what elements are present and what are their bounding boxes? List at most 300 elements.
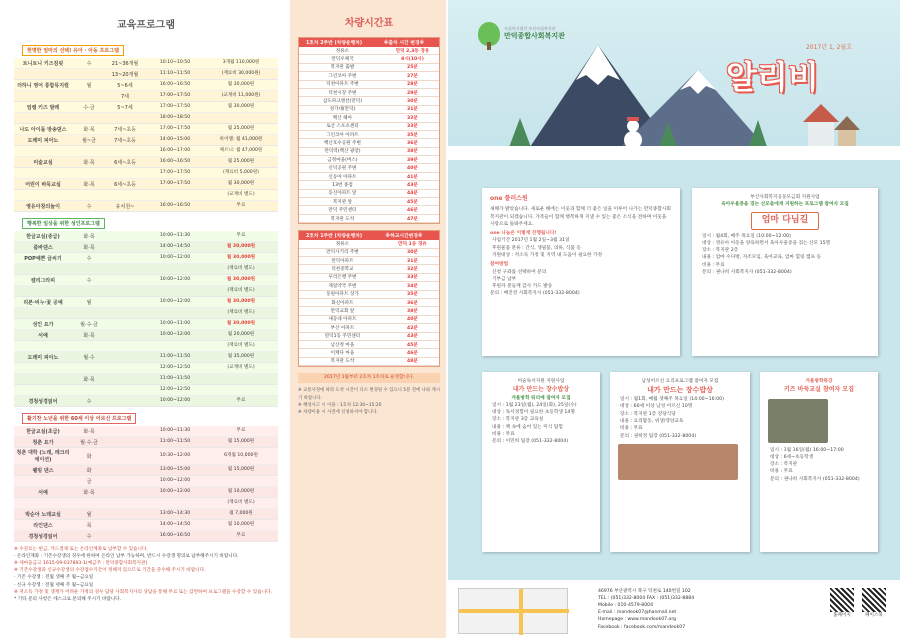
stop-time: 36분 bbox=[407, 300, 418, 306]
table-cell: 도레미 피아노 bbox=[27, 354, 59, 361]
reading-card-headline: 내가 만드는 장수밥상 bbox=[512, 386, 570, 394]
table-cell: 11:00~11:50 bbox=[159, 439, 191, 445]
table-cell: 화·목 bbox=[83, 126, 95, 133]
stop-name: 그린코아 아파트 bbox=[326, 132, 359, 138]
house-2 bbox=[838, 128, 856, 146]
table-cell: 10:00~11:30 bbox=[159, 428, 191, 434]
table-cell: 화·목 bbox=[83, 244, 95, 251]
table-cell: 수 bbox=[86, 533, 92, 540]
table-cell: 월 20,000원 bbox=[227, 332, 255, 338]
table-cell: 7세 bbox=[120, 93, 129, 100]
mobile: Mobile : 010-4579-8004 bbox=[598, 603, 654, 609]
table-row bbox=[14, 275, 278, 286]
table-row bbox=[14, 264, 278, 275]
table-cell bbox=[14, 480, 72, 482]
stop-name: 삼도파크맨션(만덕) bbox=[322, 99, 362, 105]
stop-time: 45분 bbox=[407, 342, 418, 348]
stop-row bbox=[299, 341, 439, 349]
stop-row bbox=[299, 299, 439, 307]
table-cell: 14:00~14:50 bbox=[159, 244, 191, 250]
phone: TEL : (051)332-8004 FAX : (051)332-8884 bbox=[598, 596, 695, 602]
homepage-link[interactable]: Homepage : www.mandeok07.org bbox=[598, 617, 677, 623]
bus-route-header bbox=[299, 231, 439, 240]
stop-row bbox=[299, 106, 439, 114]
info-item: 대상 : 6세~초등학생 bbox=[770, 454, 814, 460]
table-cell: 16:00~16:50 bbox=[159, 159, 191, 165]
stop-row bbox=[299, 215, 439, 223]
winter-landscape bbox=[448, 0, 900, 160]
mom-card-lead: 육아우울증을 겪는 산모들에게 지원하는 프로그램 참여자 모집 bbox=[721, 202, 849, 208]
table-cell: (교재비 11,000원) bbox=[221, 93, 261, 99]
table-cell: 목 bbox=[86, 522, 92, 529]
table-cell: 11:00~11:50 bbox=[159, 376, 191, 382]
stop-time: 31분 bbox=[407, 107, 418, 113]
table-cell: 월 7,000원 bbox=[229, 511, 253, 517]
table-row bbox=[14, 297, 278, 308]
stop-name: 이케다 마을 bbox=[330, 350, 355, 356]
homepage-qr-icon[interactable] bbox=[830, 588, 854, 612]
table-cell bbox=[14, 378, 72, 380]
note-line: ※ 저소득 가정 및 생계가 어려운 가정의 경우 담당 사회복지사의 상담을 통해 무료 또는 감면하여 프로그램을 수강할 수 있습니다. bbox=[14, 589, 272, 595]
info-item: 장소 : 복지관 3층 교육실 bbox=[492, 417, 544, 423]
stop-name: 남산정 마을 bbox=[330, 342, 355, 348]
baduk-card-headline: 키즈 바둑교실 참여자 모집 bbox=[783, 386, 855, 394]
table-cell: (교재비 별도) bbox=[227, 192, 255, 198]
subheader-row bbox=[299, 47, 439, 55]
table-cell: 17:00~17:50 bbox=[159, 126, 191, 132]
table-row bbox=[14, 253, 278, 264]
stop-row bbox=[299, 55, 439, 63]
info-item: 대상 : 독서경험이 필요한 초등학생 14명 bbox=[492, 410, 575, 416]
stop-row bbox=[299, 114, 439, 122]
stop-time: 27분 bbox=[407, 73, 418, 79]
program-section bbox=[14, 216, 278, 407]
info-item: 후원자 분들께 감사 카드 발송 bbox=[492, 284, 553, 290]
bus-route-header bbox=[299, 38, 439, 47]
table-cell: (재료비 별도) bbox=[227, 266, 255, 272]
facebook-link[interactable]: Facebook : facebook.com/mandeok07 bbox=[598, 624, 686, 630]
reading-card-title: 미술독서지원 지원사업 bbox=[517, 379, 565, 384]
section-header: 활기찬 노년을 위한 60세 이상 어르신 프로그램 bbox=[22, 413, 136, 424]
table-cell: 17:00~17:50 bbox=[159, 93, 191, 99]
table-row bbox=[14, 91, 278, 102]
note-line: * 기타 문의 사항은 데스크로 문의해 주시기 바랍니다. bbox=[14, 596, 122, 602]
bus-schedule-panel bbox=[290, 0, 446, 638]
table-row bbox=[14, 124, 278, 135]
stop-time: 34분 bbox=[407, 283, 418, 289]
stop-name: 복지관 출발 bbox=[330, 65, 355, 71]
stop-row bbox=[299, 173, 439, 181]
table-cell: 10:00~12:00 bbox=[159, 478, 191, 484]
table-cell bbox=[14, 389, 72, 391]
stop-name: 만덕 주민센터 bbox=[328, 208, 357, 214]
table-cell: 16:00~16:50 bbox=[159, 203, 191, 209]
stop-row bbox=[299, 282, 439, 290]
stop-time: 32분 bbox=[407, 115, 418, 121]
table-row bbox=[14, 190, 278, 201]
footnote: ※ 차량이용 시 사전에 신청하셔야 합니다. bbox=[298, 409, 378, 415]
stop-name: 금정마을(버스) bbox=[327, 157, 358, 163]
stop-row bbox=[299, 89, 439, 97]
stop-time: 30분 bbox=[407, 99, 418, 105]
house-2-roof bbox=[834, 116, 860, 130]
issue-date: 2017년 1, 2월호 bbox=[805, 44, 852, 51]
info-item: 대상 : 60세 이상 남성 어르신 10명 bbox=[620, 404, 693, 410]
table-cell: 7세~초등 bbox=[114, 126, 136, 133]
table-cell: 체르니: 월 47,000원 bbox=[219, 148, 263, 154]
stop-row bbox=[299, 274, 439, 282]
table-cell: 라인댄스 bbox=[33, 522, 53, 529]
table-cell: 줌바댄스 bbox=[33, 244, 53, 251]
table-cell: 서예 bbox=[38, 332, 48, 339]
table-cell: 수 bbox=[86, 203, 92, 210]
table-cell: 13~20개월 bbox=[111, 71, 139, 78]
stop-name: 동신아파트 앞 bbox=[328, 191, 357, 197]
note-line: · 기존 수강생 : 전월 셋째 주 월~금요일 bbox=[14, 575, 94, 581]
stop-time: 46분 bbox=[407, 350, 418, 356]
stop-name: 화신아파트 bbox=[331, 300, 354, 306]
table-cell: 도레미 피아노 bbox=[27, 137, 59, 144]
stop-name: 만덕교회 앞 bbox=[330, 309, 355, 315]
table-cell: 16:00~16:50 bbox=[159, 82, 191, 88]
table-cell: 박순아 노래교실 bbox=[25, 511, 61, 518]
header-cell: 2호차 1주반 (차량운행차) bbox=[305, 234, 363, 240]
one-plus-body: 새해가 밝았습니다. 새로운 해에는 이웃과 함께 더 좋은 일을 이루어 나가는 만덕종합사회복지관이 되겠습니다. 가족들이 함께 행복하게 지낼 수 있는 좋은 소식을 전하며 이웃을 사랑으로 돌봐주세요. bbox=[490, 207, 671, 227]
table-cell: 월 30,000원 bbox=[227, 104, 255, 110]
stop-time: 39분 bbox=[407, 157, 418, 163]
program-section bbox=[14, 43, 278, 212]
info-item: 기부금 납부 bbox=[492, 276, 517, 282]
payment-notes bbox=[14, 546, 278, 603]
info-item: 일시 : 월4회, 매주 목요일 (10:00~12:00) bbox=[702, 233, 791, 239]
table-row bbox=[14, 487, 278, 498]
table-row bbox=[14, 135, 278, 146]
table-cell: (재료비 별도) bbox=[227, 500, 255, 506]
info-item: 비용 : 무료 bbox=[492, 431, 515, 437]
email: E-mail : mandeok07@hanmail.net bbox=[598, 610, 677, 616]
stop-row bbox=[299, 72, 439, 80]
table-row bbox=[14, 374, 278, 385]
table-cell: 화·목 bbox=[83, 332, 95, 339]
table-row bbox=[14, 168, 278, 179]
stop-time: 41분 bbox=[407, 174, 418, 180]
stop-row bbox=[299, 123, 439, 131]
table-cell: 월 30,000원 bbox=[227, 82, 255, 88]
table-cell: 무료 bbox=[236, 398, 246, 404]
stop-name: 만덕우체국 bbox=[331, 57, 354, 63]
table-cell bbox=[14, 290, 72, 292]
table-cell: 10:00~11:00 bbox=[159, 321, 191, 327]
qr-label-2: 페이스북 bbox=[865, 613, 883, 618]
table-cell: 화·목 bbox=[83, 181, 95, 188]
table-row bbox=[14, 341, 278, 352]
info-item: 장소 : 복지관 2층 bbox=[702, 248, 739, 254]
stop-time: 31분 bbox=[407, 258, 418, 264]
winter-hero bbox=[448, 0, 900, 160]
table-row bbox=[14, 385, 278, 396]
program-section bbox=[14, 411, 278, 542]
table-cell: 월 10,000원 bbox=[227, 522, 255, 528]
stop-name: 새동네 아파트 bbox=[328, 317, 357, 323]
facebook-qr-icon[interactable] bbox=[862, 588, 886, 612]
table-row bbox=[14, 146, 278, 157]
stop-time: 35분 bbox=[407, 132, 418, 138]
stop-row bbox=[299, 156, 439, 164]
stop-row bbox=[299, 139, 439, 147]
table-row bbox=[14, 465, 278, 476]
stop-time: 48분 bbox=[407, 359, 418, 365]
table-row bbox=[14, 448, 278, 465]
table-cell: (재료비 별도) bbox=[227, 343, 255, 349]
info-item: 내용 : 책 속에 숨어 있는 미식 탐험 bbox=[492, 424, 563, 430]
cooking-card-headline: 내가 만드는 장수밥상 bbox=[647, 386, 713, 395]
table-row bbox=[14, 80, 278, 91]
info-item: 신청 구좌를 선택하여 문의 bbox=[492, 269, 547, 275]
address: 46976 부산광역시 북구 덕천로 140번길 102 bbox=[598, 589, 691, 594]
education-title: 교육프로그램 bbox=[117, 20, 175, 31]
mom-card-title: 부산사회복지공동모금회 지원사업 bbox=[750, 195, 820, 200]
info-item: 비용 : 무료 bbox=[702, 262, 725, 268]
stop-row bbox=[299, 81, 439, 89]
stop-row bbox=[299, 97, 439, 105]
stop-time: 30분 bbox=[407, 250, 418, 256]
stop-row bbox=[299, 198, 439, 206]
table-cell: 캘리그라피 bbox=[30, 277, 56, 284]
table-cell: 화·목 bbox=[83, 428, 95, 435]
table-row bbox=[14, 113, 278, 124]
info-item: 내용 : 요리활동, 위생/영양교육 bbox=[620, 418, 684, 424]
tree-1 bbox=[508, 118, 532, 150]
table-cell: 엄쌤 키즈 발레 bbox=[26, 104, 60, 111]
table-cell: 미술교실 bbox=[33, 159, 53, 166]
table-cell: 월 30,000원 bbox=[226, 244, 256, 250]
table-cell: 화·목 bbox=[83, 376, 95, 383]
table-cell: (교재비 별도) bbox=[227, 365, 255, 371]
stop-row bbox=[299, 324, 439, 332]
info-item: 문의 : 이민희 팀장 (051-332-8004) bbox=[492, 439, 569, 445]
snow-ground bbox=[448, 146, 900, 160]
table-cell: 화·목 bbox=[83, 233, 95, 240]
stop-name: 복지관 도착 bbox=[330, 359, 355, 365]
table-cell: 성인 요가 bbox=[32, 321, 54, 328]
table-row bbox=[14, 102, 278, 113]
table-cell bbox=[14, 502, 72, 504]
stop-time: 38분 bbox=[407, 309, 418, 315]
map-road bbox=[459, 609, 569, 613]
logo-text: 만덕종합사회복지관 bbox=[504, 32, 565, 41]
stop-row bbox=[299, 190, 439, 198]
table-cell: 리본·비누·꽃 공예 bbox=[23, 299, 63, 306]
table-cell: 월 10,000원 bbox=[227, 489, 255, 495]
note-line: · 온라인계좌 : 기존수강생의 경우에 한하여 온라인 납부 가능하며, 반드시 수강생 명의로 납부해주시기 바랍니다. bbox=[14, 554, 239, 560]
table-cell: 6개월 10,000원 bbox=[224, 453, 258, 459]
bus-notice: 2017년 1월부터 2호차 1호차로 운영합니다. bbox=[298, 373, 440, 383]
table-cell: 영유아창의놀이 bbox=[26, 203, 60, 210]
stop-name: 로산 스포츠센터 bbox=[326, 124, 359, 130]
table-cell: 월 bbox=[86, 299, 92, 306]
info-item: 일시 : 1월 16일(월) 16:00~17:00 bbox=[770, 447, 844, 453]
table-row bbox=[14, 498, 278, 509]
table-row bbox=[14, 319, 278, 330]
info-item: 사업기간 2017년 1월 2일~3월 31일 bbox=[492, 238, 570, 244]
info-item: 문의 : 권나희 사회복지사 (051-332-8004) bbox=[702, 269, 792, 275]
stop-name: 제일약국 주변 bbox=[328, 283, 357, 289]
table-cell: 수 bbox=[86, 277, 92, 284]
table-cell: 청춘 대학 (노래, 레크리에이션) bbox=[16, 450, 70, 463]
footnote: ※ 교통사정에 따라 도착 시간이 다소 변경될 수 있으니 5분 전에 나와 계시기 바랍니다. bbox=[298, 388, 440, 401]
baduk-photo bbox=[768, 399, 828, 443]
newsletter-panel bbox=[448, 0, 900, 638]
table-cell bbox=[14, 345, 72, 347]
stop-row bbox=[299, 358, 439, 366]
table-cell: 10:00~11:30 bbox=[159, 233, 191, 239]
stop-name: 우리은행 주변 bbox=[328, 275, 357, 281]
subheader-row bbox=[299, 240, 439, 248]
newsletter-title: 알리비 bbox=[726, 58, 819, 96]
table-cell: 10:10~10:50 bbox=[159, 60, 191, 66]
table-cell: 17:00~17:50 bbox=[159, 181, 191, 187]
section-header: 현명한 엄마의 선택! 유아 · 아동 프로그램 bbox=[22, 45, 124, 56]
table-cell: 무료 bbox=[236, 428, 246, 434]
logo-subtitle: 사회복지법인 부산사회복지관 bbox=[504, 26, 556, 32]
info-item: 장소 : 복지관 1층 강당식당 bbox=[620, 411, 676, 417]
table-cell: 12:00~12:50 bbox=[159, 365, 191, 371]
table-cell: 18:00~18:50 bbox=[159, 115, 191, 121]
stop-time: 29분 bbox=[407, 90, 418, 96]
table-row bbox=[14, 437, 278, 448]
house bbox=[808, 120, 834, 146]
one-plus-card bbox=[482, 188, 680, 356]
table-cell: 월 25,000원 bbox=[227, 126, 255, 132]
stop-row bbox=[299, 265, 439, 273]
subheader-cell: 정류소 bbox=[335, 241, 350, 247]
info-item: 후원물품 분류 : 간식, 생필품, 의류, 식품 등 bbox=[492, 245, 581, 251]
table-cell: 3개월 110,000원 bbox=[222, 60, 260, 66]
table-cell bbox=[14, 172, 72, 174]
table-cell: 월 30,000원 bbox=[226, 277, 256, 283]
table-cell: 한글교실(초급) bbox=[26, 428, 60, 435]
contact-footer bbox=[448, 580, 900, 638]
info-item: 비용 : 무료 bbox=[620, 426, 643, 432]
subheader-cell: 정류소 bbox=[335, 48, 350, 54]
stop-time: 28분 bbox=[407, 82, 418, 88]
stop-name: 신동아 아파트 bbox=[328, 174, 357, 180]
table-cell: 더하니 영어 통합뮤지컬 bbox=[17, 82, 69, 89]
stop-time: 38분 bbox=[407, 149, 418, 155]
table-row bbox=[14, 286, 278, 297]
table-cell: 14:00~15:00 bbox=[159, 137, 191, 143]
stop-name: 만덕아파트 bbox=[331, 258, 354, 264]
table-row bbox=[14, 363, 278, 374]
table-cell: 월 25,000원 bbox=[227, 159, 255, 165]
table-cell: 11:00~11:50 bbox=[159, 354, 191, 360]
header-cell: ※하교시간변경※ bbox=[385, 234, 423, 240]
table-cell: 수 bbox=[86, 398, 92, 405]
table-cell: 13:00~14:30 bbox=[159, 511, 191, 517]
stop-row bbox=[299, 148, 439, 156]
stop-row bbox=[299, 206, 439, 214]
footnote: ※ 혜성사고 시 이용 : 1호차 12:30~15:20 bbox=[298, 402, 382, 408]
table-cell bbox=[14, 268, 72, 270]
snowman-head bbox=[627, 120, 639, 132]
table-cell: 6세~초등 bbox=[114, 159, 136, 166]
table-row bbox=[14, 330, 278, 341]
info-item: 문의 : 권나희 사회복지사 (051-332-8004) bbox=[770, 476, 860, 482]
table-cell: 10:00~12:00 bbox=[159, 277, 191, 283]
table-cell: 7세~초등 bbox=[114, 137, 136, 144]
table-cell: 경청성경읽어 bbox=[28, 398, 58, 405]
stop-name: 복지관 도착 bbox=[330, 216, 355, 222]
table-cell: 월 30,000원 bbox=[227, 181, 255, 187]
stop-name: 신덕공원 주변 bbox=[328, 166, 357, 172]
table-cell: 5~6세 bbox=[117, 82, 133, 89]
table-cell: POP예쁜 글씨기 bbox=[24, 255, 62, 262]
stop-name: 만덕역(백산 광장) bbox=[324, 149, 361, 155]
one-plus-sub: one 나눔은 이렇게 진행됩니다! bbox=[490, 231, 557, 237]
table-cell: 어린이 바둑교실 bbox=[25, 181, 61, 188]
table-cell: 수·금 bbox=[83, 104, 95, 111]
snowman-hat bbox=[627, 117, 639, 121]
table-row bbox=[14, 531, 278, 542]
table-row bbox=[14, 179, 278, 190]
stop-time: 43분 bbox=[407, 182, 418, 188]
table-cell: 유치원~ bbox=[115, 203, 135, 210]
table-cell: 월·수 bbox=[83, 354, 95, 361]
stop-name: 그린코아 주변 bbox=[328, 73, 357, 79]
mom-program-card bbox=[692, 188, 878, 356]
stop-row bbox=[299, 181, 439, 189]
stop-time: 43분 bbox=[407, 334, 418, 340]
stop-row bbox=[299, 64, 439, 72]
table-cell: 10:00~12:00 bbox=[159, 332, 191, 338]
one-plus-title: one 플러스원 bbox=[490, 195, 528, 202]
table-cell: 10:00~12:00 bbox=[159, 299, 191, 305]
baduk-program-card bbox=[760, 372, 878, 552]
table-cell: 17:00~17:50 bbox=[159, 170, 191, 176]
cooking-program-card bbox=[610, 372, 750, 552]
table-cell: 17:00~17:50 bbox=[159, 104, 191, 110]
table-cell: 12:00~12:50 bbox=[159, 387, 191, 393]
table-cell: 나도 아이돌 방송댄스 bbox=[19, 126, 67, 133]
header-cell: 1호차 2주반 (차량운행차) bbox=[305, 41, 363, 46]
stop-name: 덕천중학교 bbox=[331, 267, 354, 273]
table-row bbox=[14, 308, 278, 319]
table-cell: 11:10~11:50 bbox=[159, 71, 191, 77]
table-cell: 16:00~16:50 bbox=[159, 533, 191, 539]
info-item: 대상 : 영유아 아동을 양육하면서 육아우울증을 겪는 산모 15명 bbox=[702, 240, 831, 246]
mom-program-name: 엄마 다님길 bbox=[751, 212, 820, 230]
table-cell: 경청성경읽어 bbox=[28, 533, 58, 540]
stop-time: 40분 bbox=[407, 166, 418, 172]
table-cell: 청춘 요가 bbox=[32, 439, 54, 446]
stop-time: 47분 bbox=[407, 216, 418, 222]
table-cell bbox=[14, 150, 72, 152]
table-cell bbox=[14, 117, 72, 119]
table-cell: 14:00~14:50 bbox=[159, 522, 191, 528]
table-cell: 월 35,000원 bbox=[227, 354, 255, 360]
table-cell: (재료비 5,000원) bbox=[223, 170, 259, 176]
cooking-card-title: 남성어르신 요리프로그램 참여자 모집 bbox=[641, 379, 719, 384]
table-cell bbox=[14, 194, 72, 196]
stop-name: 덕천아파트 주변 bbox=[326, 82, 359, 88]
info-item: 일시 : 월1회, 매월 셋째주 목요일 (14:00~16:00) bbox=[620, 397, 724, 403]
table-cell: (재료비 별도) bbox=[227, 288, 255, 294]
table-cell: 월 30,000원 bbox=[226, 255, 256, 261]
table-cell: 한글교실(중급) bbox=[26, 233, 60, 240]
table-cell: 화 bbox=[86, 467, 92, 474]
cooking-photo bbox=[618, 444, 738, 480]
house-roof bbox=[803, 104, 839, 122]
